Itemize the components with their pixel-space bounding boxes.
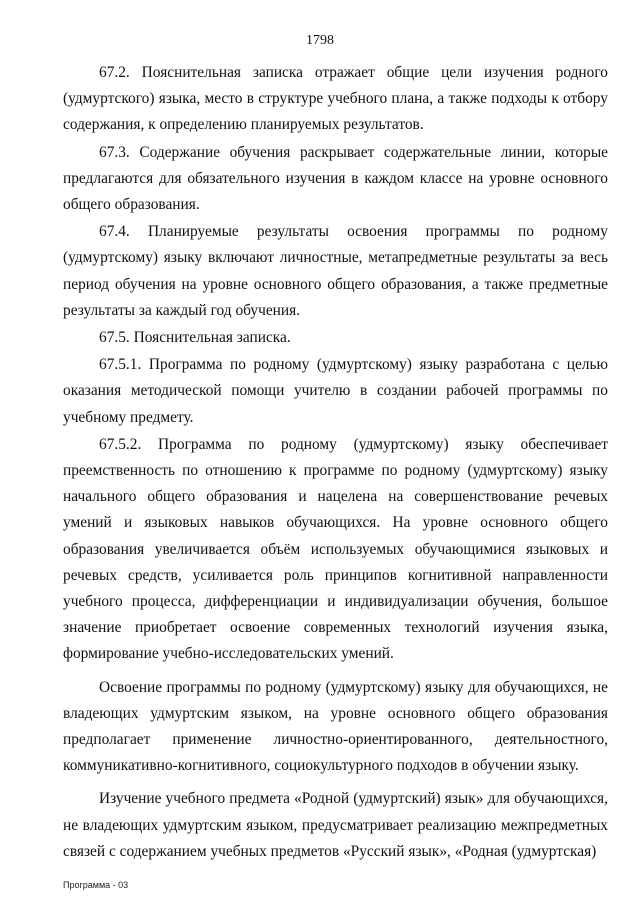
body-text <box>63 60 608 866</box>
paragraph-67-5-1: 67.5.1. Программа по родному (удмуртскому) языку разработана с целью оказания методической помощи учителю в создании рабочей программы по учебному предмету. <box>63 356 608 426</box>
paragraph-67-5-2: 67.5.2. Программа по родному (удмуртскому) языку обеспечивает преемственность по отношению к программе по родному (удмуртскому) языку начального общего образования и нацелена на совершенствование речевых умений и языковых навыков обучающихся. На уровне основного общего образования увеличивается объём используемых обучающимися языковых и речевых средств, усиливается роль принципов когнитивной направленности учебного процесса, дифференциации и индивидуализации обучения, большое значение приобретает освоение современных технологий изучения языка, формирование учебно-исследовательских умений. <box>63 435 608 663</box>
footer-label: Программа - 03 <box>63 880 129 890</box>
paragraph-67-5: 67.5. Пояснительная записка. <box>99 329 291 347</box>
page-number: 1798 <box>306 33 334 48</box>
paragraph-interdisciplinary: Изучение учебного предмета «Родной (удмуртский) язык» для обучающихся, не владеющих удмуртским языком, предусматривает реализацию межпредметных связей с содержанием учебных предметов «Русский язык», «Родная (удмуртская) <box>63 790 608 860</box>
paragraph-67-2: 67.2. Пояснительная записка отражает общие цели изучения родного (удмуртского) языка, место в структуре учебного плана, а также подходы к отбору содержания, к определению планируемых результатов. <box>63 64 608 134</box>
paragraph-approaches: Освоение программы по родному (удмуртскому) языку для обучающихся, не владеющих удмуртским языком, на уровне основного общего образования предполагает применение личностно-ориентированного, деятельностного, коммуникативно-когнитивного, социокультурного подходов в обучении языку. <box>63 678 608 775</box>
paragraph-67-4: 67.4. Планируемые результаты освоения программы по родному (удмуртскому) языку включают личностные, метапредметные результаты за весь период обучения на уровне основного общего образования, а также предметные результаты за каждый год обучения. <box>63 223 608 319</box>
paragraph-67-3: 67.3. Содержание обучения раскрывает содержательные линии, которые предлагаются для обязательного изучения в каждом классе на уровне основного общего образования. <box>63 143 608 214</box>
